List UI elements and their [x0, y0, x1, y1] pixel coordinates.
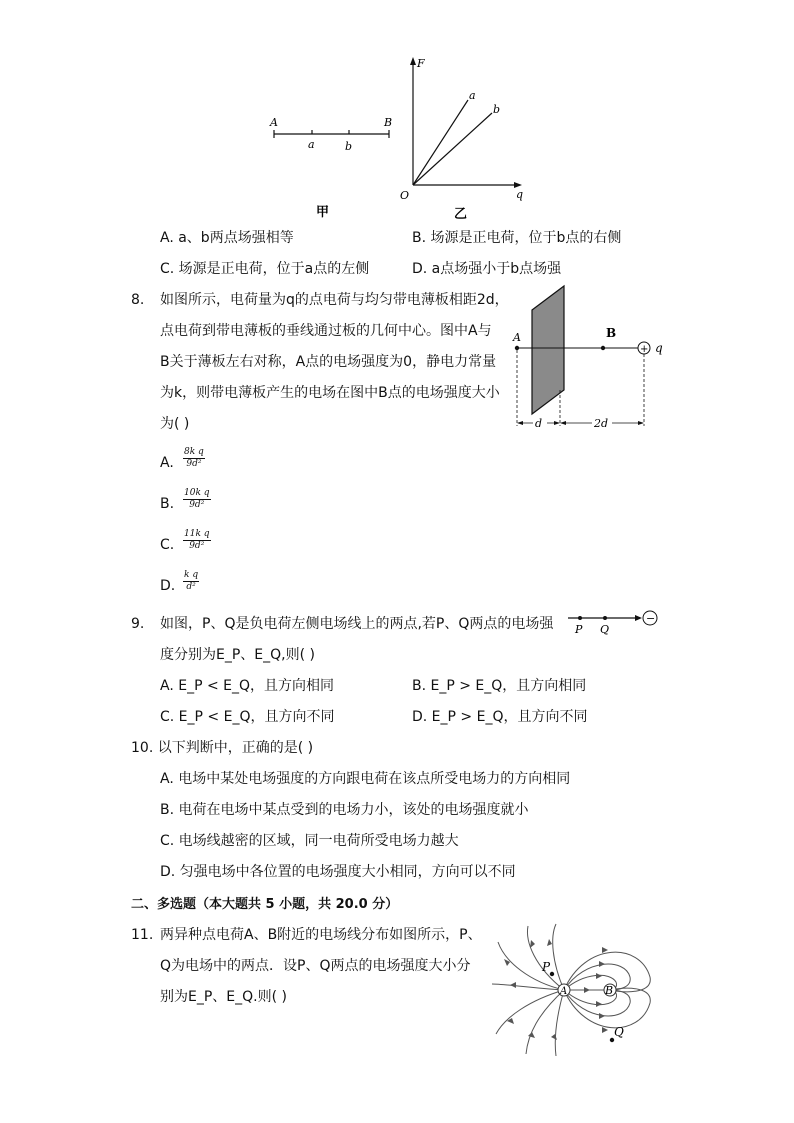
q8-option-b-letter[interactable]: B.	[160, 496, 175, 512]
q10-option-a[interactable]: A. 电场中某处电场强度的方向跟电荷在该点所受电场力的方向相同	[160, 771, 571, 787]
q8-stem-line-5: 为( )	[160, 416, 190, 432]
q10-option-c[interactable]: C. 电场线越密的区域，同一电荷所受电场力越大	[160, 833, 459, 849]
q9-option-c[interactable]: C. E_P < E_Q，且方向不同	[160, 709, 335, 725]
figure-q11	[490, 922, 658, 1058]
q8-option-a-letter[interactable]: A.	[160, 455, 174, 471]
fraction-denominator: 9d²	[189, 500, 205, 510]
q7-option-c[interactable]: C. 场源是正电荷，位于a点的左侧	[160, 261, 370, 277]
fraction-numerator: 11k q	[184, 529, 210, 539]
field-line	[526, 990, 564, 1054]
caption-yi: 乙	[454, 207, 468, 222]
origin-label: O	[400, 189, 410, 202]
svg-text:−: −	[646, 612, 656, 625]
fig8-label-q: q	[655, 341, 663, 355]
charged-plate	[532, 286, 564, 414]
fig9-label-P: P	[575, 623, 583, 636]
field-line	[553, 924, 564, 990]
fig11-label-Q: Q	[614, 1025, 624, 1039]
q8-option-c-letter[interactable]: C.	[160, 537, 175, 553]
dim-2d-label: 2d	[594, 417, 609, 430]
line-a-label: a	[469, 89, 476, 102]
fraction-denominator: 9d²	[189, 541, 205, 551]
fig7-label-b: b	[345, 140, 353, 153]
fig11-label-P: P	[542, 960, 551, 974]
q8-option-d-letter[interactable]: D.	[160, 578, 176, 594]
figure-q8	[508, 280, 680, 432]
field-line	[555, 990, 564, 1056]
section-title-multi-choice: 二、多选题（本大题共 5 小题，共 20.0 分）	[131, 897, 399, 912]
point-b-dot	[601, 346, 605, 350]
q8-stem-line-4: 为k，则带电薄板产生的电场在图中B点的电场强度大小	[160, 385, 500, 401]
dim-d-label: d	[535, 417, 543, 430]
q9-option-d[interactable]: D. E_P > E_Q，且方向不同	[412, 709, 588, 725]
q9-option-a[interactable]: A. E_P < E_Q，且方向相同	[160, 678, 335, 694]
svg-text:+: +	[640, 344, 649, 355]
point-p-dot	[550, 972, 554, 976]
q7-option-d[interactable]: D. a点场强小于b点场强	[412, 261, 562, 277]
q11-number: 11.	[131, 927, 154, 943]
q8-stem-line-3: B关于薄板左右对称，A点的电场强度为0，静电力常量	[160, 354, 497, 370]
q9-option-b[interactable]: B. E_P > E_Q，且方向相同	[412, 678, 587, 694]
q8-stem-line-2: 点电荷到带电薄板的垂线通过板的几何中心。图中A与	[160, 323, 492, 339]
figure-q7	[260, 55, 540, 225]
q10-option-b[interactable]: B. 电荷在电场中某点受到的电场力小，该处的电场强度就小	[160, 802, 529, 818]
fig7-label-B: B	[384, 116, 393, 129]
fraction-numerator: k q	[184, 570, 199, 580]
q8-option-a-fraction[interactable]	[183, 447, 205, 470]
q9-stem-line-2: 度分别为E_P、E_Q,则( )	[160, 647, 315, 663]
q8-stem-line-1: 如图所示，电荷量为q的点电荷与均匀带电薄板相距2d，	[160, 292, 509, 308]
figure-q9	[564, 606, 664, 636]
q11-stem-line-2: Q为电场中的两点．设P、Q两点的电场强度大小分	[160, 958, 471, 974]
caption-jia: 甲	[316, 205, 330, 220]
fig11-label-A: A	[560, 986, 568, 997]
q8-option-d-fraction[interactable]	[183, 570, 199, 593]
field-line	[496, 990, 564, 1034]
q11-stem-line-1: 两异种点电荷A、B附近的电场线分布如图所示，P、	[160, 927, 482, 943]
q8-option-b-fraction[interactable]	[183, 488, 211, 511]
point-q-dot	[603, 616, 607, 620]
q7-option-b[interactable]: B. 场源是正电荷，位于b点的右侧	[412, 230, 622, 246]
q7-option-a[interactable]: A. a、b两点场强相等	[160, 230, 294, 246]
fraction-numerator: 8k q	[184, 447, 204, 457]
line-b-label: b	[493, 103, 501, 116]
fig11-label-B: B	[605, 984, 614, 997]
fig7-label-a: a	[308, 138, 315, 151]
axis-q-label: q	[516, 188, 524, 201]
field-line	[527, 926, 564, 990]
fraction-numerator: 10k q	[184, 488, 210, 498]
point-a-dot	[515, 346, 519, 350]
axis-F-label: F	[417, 57, 425, 70]
fig9-label-Q: Q	[600, 623, 610, 636]
fig7-label-A: A	[270, 116, 278, 129]
q11-stem-line-3: 别为E_P、E_Q.则( )	[160, 989, 287, 1005]
fraction-denominator: 9d²	[186, 459, 202, 469]
q8-option-c-fraction[interactable]	[183, 529, 211, 552]
fig8-label-A: A	[513, 331, 521, 344]
point-p-dot	[578, 616, 582, 620]
q10-option-d[interactable]: D. 匀强电场中各位置的电场强度大小相同，方向可以不同	[160, 864, 516, 880]
q10-stem: 10. 以下判断中，正确的是( )	[131, 740, 314, 756]
q9-stem-line-1: 如图，P、Q是负电荷左侧电场线上的两点,若P、Q两点的电场强	[160, 616, 554, 632]
fraction-denominator: d²	[186, 582, 196, 592]
fig8-label-B: B	[606, 326, 617, 340]
q8-number: 8.	[131, 292, 145, 308]
q9-number: 9.	[131, 616, 145, 632]
